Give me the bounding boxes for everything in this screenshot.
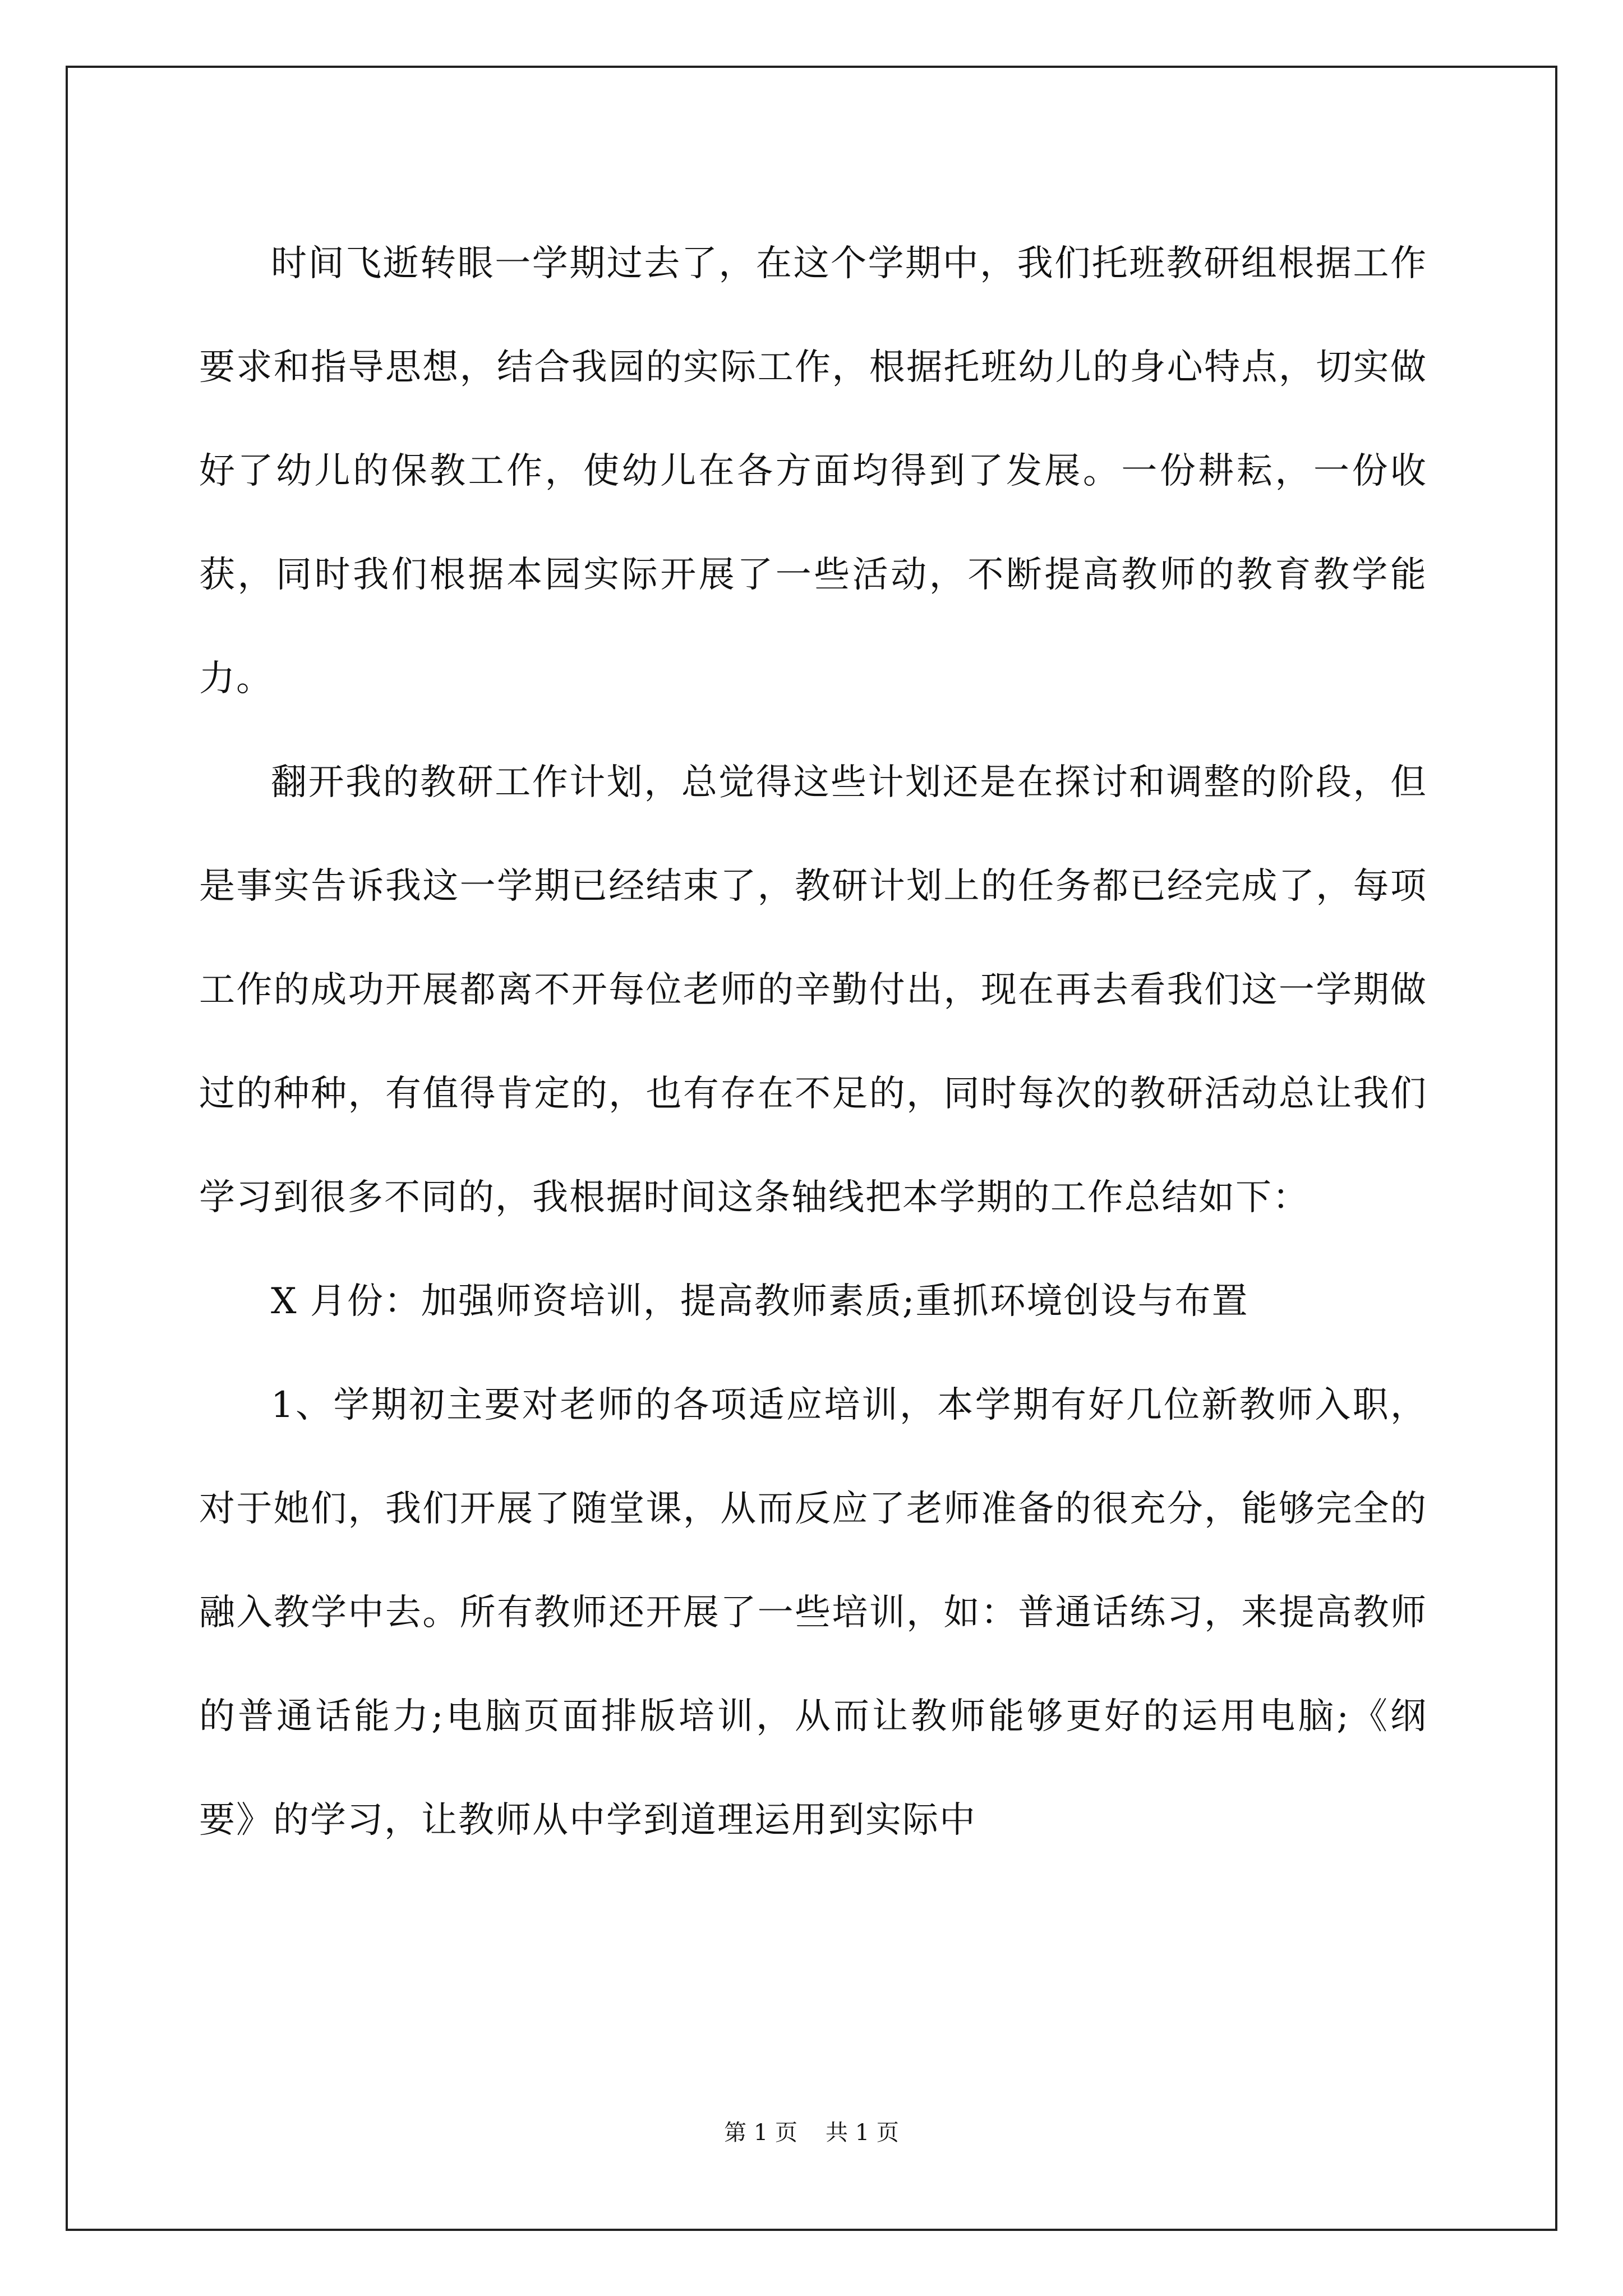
paragraph-intro: 时间飞逝转眼一学期过去了，在这个学期中，我们托班教研组根据工作要求和指导思想，结合我园的实际工作，根据托班幼儿的身心特点，切实做好了幼儿的保教工作，使幼儿在各方面均得到了发展。一份耕耘，一份收获，同时我们根据本园实际开展了一些活动，不断提高教师的教育教学能力。 — [199, 243, 1427, 700]
document-body — [199, 212, 1427, 1872]
paragraph-month-heading: X 月份：加强师资培训，提高教师素质;重抓环境创设与布置 — [271, 1281, 1249, 1322]
page-footer — [0, 2115, 1623, 2147]
paragraph-item-1: 1、学期初主要对老师的各项适应培训，本学期有好几位新教师入职，对于她们，我们开展了随堂课，从而反应了老师准备的很充分，能够完全的融入教学中去。所有教师还开展了一些培训，如：普通话练习，来提高教师的普通话能力;电脑页面排版培训，从而让教师能够更好的运用电脑;《纲要》的学习，让教师从中学到道理运用到实际中 — [199, 1384, 1427, 1841]
paragraph-plan-review: 翻开我的教研工作计划，总觉得这些计划还是在探讨和调整的阶段，但是事实告诉我这一学期已经结束了，教研计划上的任务都已经完成了，每项工作的成功开展都离不开每位老师的辛勤付出，现在再去看我们这一学期做过的种种，有值得肯定的，也有存在不足的，同时每次的教研活动总让我们学习到很多不同的，我根据时间这条轴线把本学期的工作总结如下： — [199, 762, 1427, 1218]
page-total: 共 1 页 — [826, 2120, 899, 2146]
page-number: 第 1 页 — [724, 2120, 797, 2146]
